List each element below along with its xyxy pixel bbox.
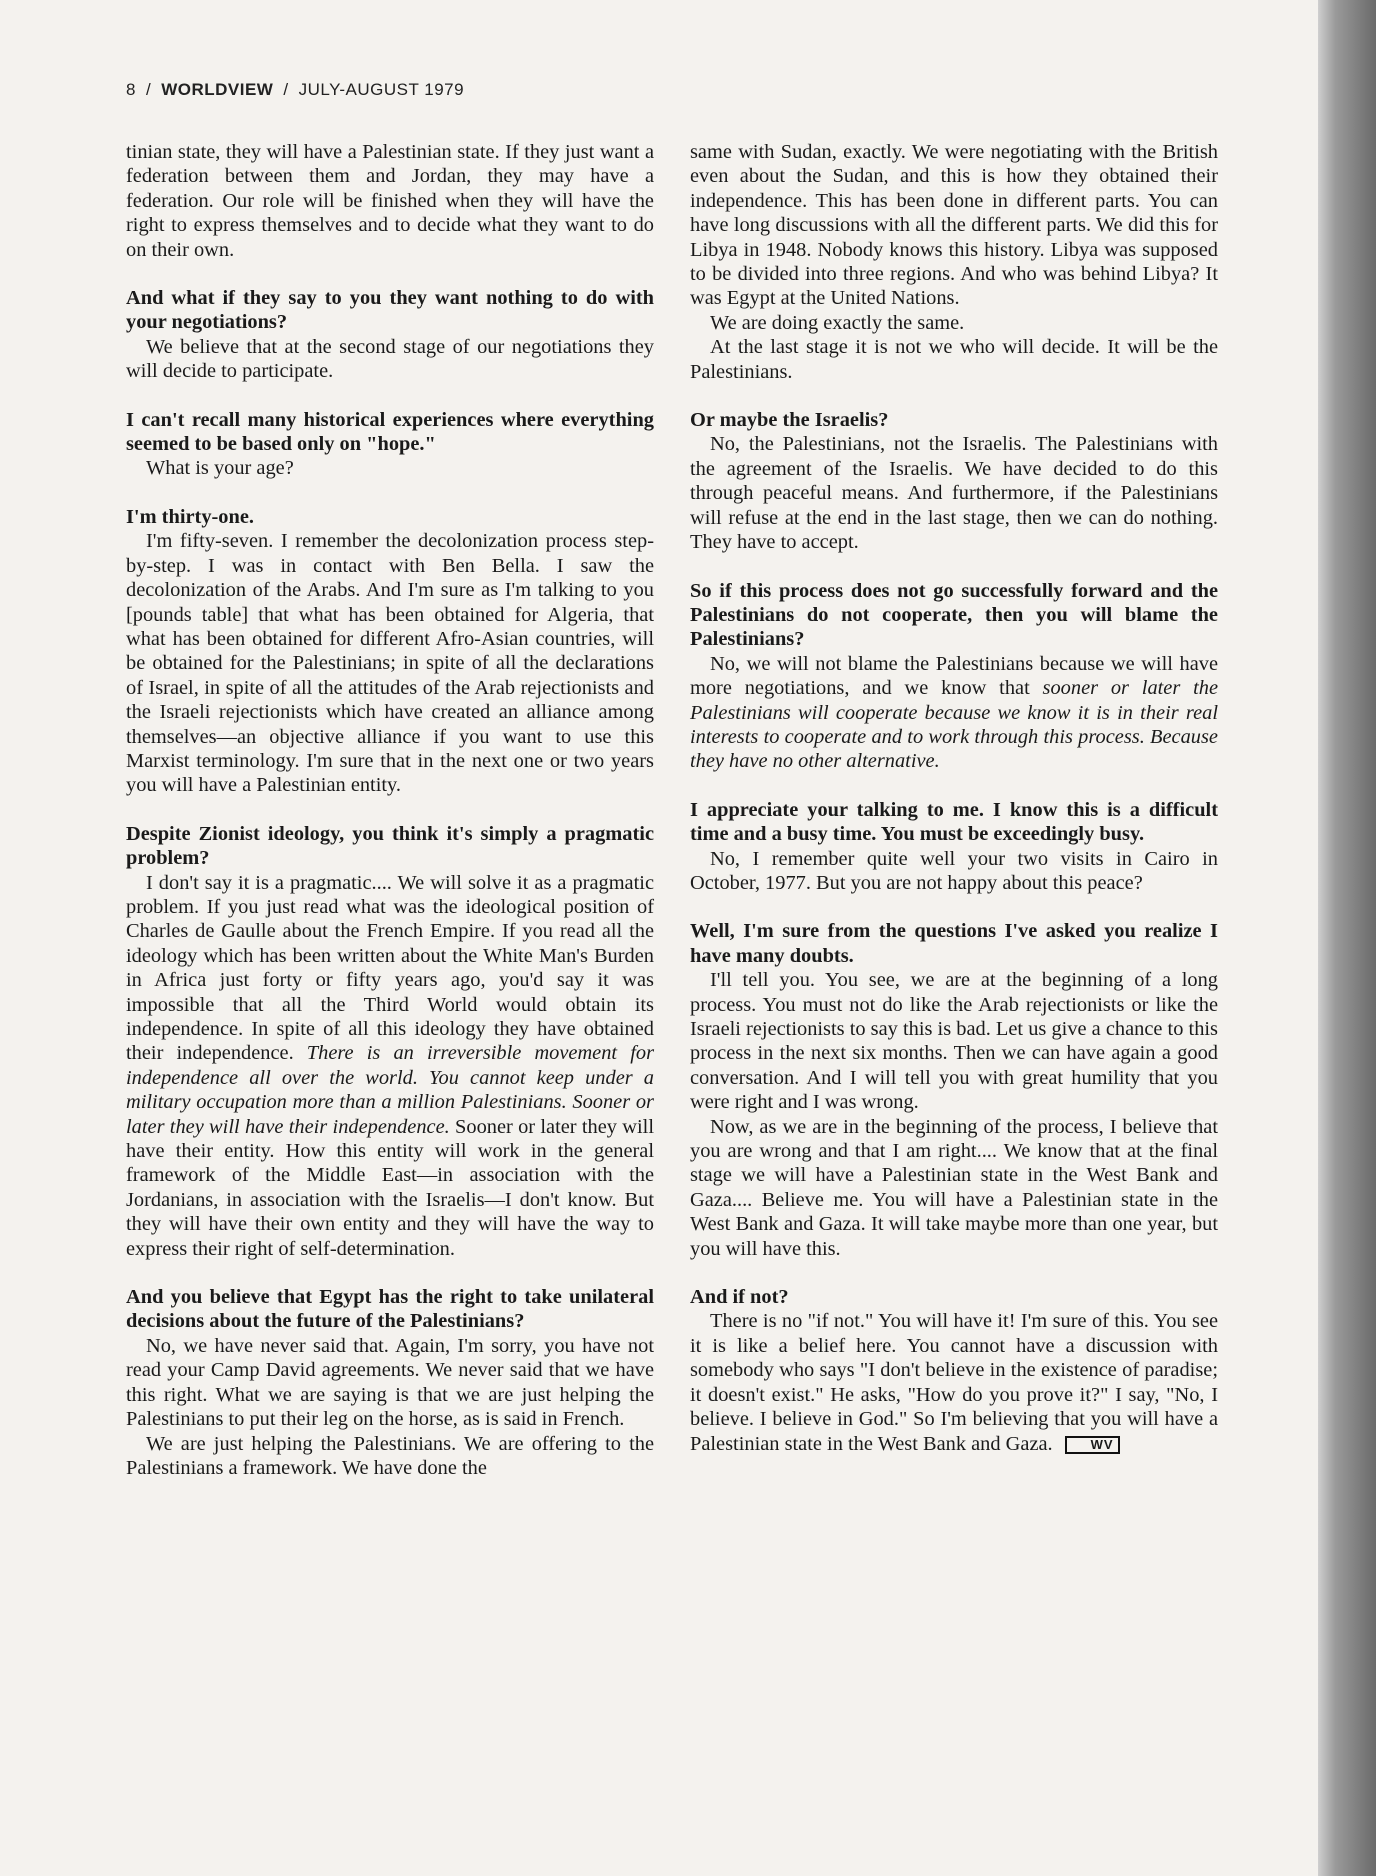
interview-answer: At the last stage it is not we who will decide. It will be the Palestinians. bbox=[690, 336, 1218, 383]
interview-answer: I'll tell you. You see, we are at the beginning of a long process. You must not do like the Arab rejectionists or like the Israeli rejectionists to say this is bad. Let us give a chance to this process in the next six months. Then we can have again a good conversation. And I will tell you with great humility that you were right and I was wrong. bbox=[690, 969, 1218, 1114]
end-mark-logo: WV bbox=[1065, 1436, 1120, 1454]
interview-answer: We believe that at the second stage of our negotiations they will decide to participate. bbox=[126, 335, 654, 383]
left-column bbox=[126, 140, 654, 1480]
interview-question: Despite Zionist ideology, you think it's simply a pragmatic problem? bbox=[126, 822, 654, 870]
interview-answer: We are doing exactly the same. bbox=[710, 311, 965, 334]
interview-question: And you believe that Egypt has the right to take unilateral decisions about the future of the Palestinians? bbox=[126, 1286, 654, 1333]
interview-answer: No, we have never said that. Again, I'm sorry, you have not read your Camp David agreements. We never said that we have this right. What we are saying is that we are just helping the Palestinians to put their leg on the horse, as is said in French. bbox=[126, 1334, 654, 1431]
page-number: 8 bbox=[126, 80, 136, 99]
interview-question: Well, I'm sure from the questions I've asked you realize I have many doubts. bbox=[690, 920, 1218, 967]
interview-answer: tinian state, they will have a Palestinian state. If they just want a federation between them and Jordan, they may have a federation. Our role will be finished when they will have the right to express themselves and to decide what they want to do on their own. bbox=[126, 141, 654, 261]
interview-answer: No, I remember quite well your two visits in Cairo in October, 1977. But you are not happy about this peace? bbox=[690, 847, 1218, 894]
interview-question: And what if they say to you they want nothing to do with your negotiations? bbox=[126, 287, 654, 334]
right-column bbox=[690, 140, 1218, 1456]
interview-answer: No, the Palestinians, not the Israelis. The Palestinians with the agreement of the Israelis. We have decided to do this through peaceful means. And furthermore, if the Palestinians will refuse at the end in the last stage, then we can do nothing. They have to accept. bbox=[690, 433, 1218, 554]
answer-text: There is no "if not." You will have it! I'm sure of this. You see it is like a belief here. You cannot have a discussion with somebody who says "I don't believe in the existence of paradise; it doesn't exist." He asks, "How do you prove it?" I say, "No, I believe. I believe in God." So I'm believing that you will have a Palestinian state in the West Bank and Gaza. bbox=[690, 1310, 1218, 1455]
interview-question: I can't recall many historical experiences where everything seemed to be based only on "hope." bbox=[126, 408, 654, 456]
running-header: 8 / WORLDVIEW / JULY-AUGUST 1979 bbox=[126, 80, 465, 99]
answer-text: Sooner or later they will have their entity. How this entity will work in the general framework of the Middle East—in association with the Jordanians, in association with the Israelis—I don't know. But they will have their own entity and they will have the way to express their right of self-determination. bbox=[126, 1115, 654, 1260]
issue-date: JULY-AUGUST 1979 bbox=[298, 80, 465, 99]
answer-text: I don't say it is a pragmatic.... We will solve it as a pragmatic problem. If you just read what was the ideological position of Charles de Gaulle about the French Empire. If you read all the ideology which has been written about the White Man's Burden in Africa just forty or fifty years ago, you'd say it was impossible that all the Third World would obtain its independence. In spite of all this ideology they have obtained their independence. bbox=[126, 871, 654, 1065]
interview-answer: Now, as we are in the beginning of the process, I believe that you are wrong and that I am right.... We know that at the final stage we will have a Palestinian state in the West Bank and Gaza.... Believe me. You will have a Palestinian state in the West Bank and Gaza. It will take maybe more than one year, but you will have this. bbox=[690, 1115, 1218, 1260]
page-edge-shadow bbox=[1318, 0, 1376, 1876]
interview-answer: I'm fifty-seven. I remember the decolonization process step-by-step. I was in contact with Ben Bella. I saw the decolonization of the Arabs. And I'm sure as I'm talking to you [pounds table] that what has been obtained for Algeria, that what has been obtained for different Afro-Asian countries, will be obtained for the Palestinians; in spite of all the declarations of Israel, in spite of all the attitudes of the Arab rejectionists and the Israeli rejectionists which have created an alliance among themselves—an objective alliance if you want to use this Marxist terminology. I'm sure that in the next one or two years you will have a Palestinian entity. bbox=[126, 530, 654, 797]
magazine-title: WORLDVIEW bbox=[161, 80, 274, 99]
interview-answer bbox=[126, 871, 654, 1262]
emphasized-text: sooner or later the Palestinians will cooperate because we know it is in their real interests to cooperate and to work through this process. Because they have no other alternative. bbox=[690, 677, 1218, 773]
interview-answer: What is your age? bbox=[146, 457, 294, 480]
interview-answer bbox=[690, 652, 1218, 774]
interview-answer: We are just helping the Palestinians. We are offering to the Palestinians a framework. We have done the bbox=[126, 1432, 654, 1479]
emphasized-text: There is an irreversible movement for independence all over the world. You cannot keep under a military occupation more than a million Palestinians. Sooner or later they will have their independence. bbox=[126, 1042, 655, 1138]
continued-answer: same with Sudan, exactly. We were negotiating with the British even about the Sudan, and this is how they obtained their independence. This has been done in different parts. You can have long discussions with all the different parts. We did this for Libya in 1948. Nobody knows this history. Libya was supposed to be divided into three regions. And who was behind Libya? It was Egypt at the United Nations. bbox=[690, 141, 1218, 310]
answer-text: No, we will not blame the Palestinians because we will have more negotiations, and we know that bbox=[690, 652, 1218, 700]
interview-question: I appreciate your talking to me. I know this is a difficult time and a busy time. You must be exceedingly busy. bbox=[690, 798, 1218, 846]
interview-answer bbox=[690, 1309, 1218, 1455]
interview-question: So if this process does not go successfully forward and the Palestinians do not cooperate, then you will blame the Palestinians? bbox=[690, 579, 1218, 651]
interview-question: I'm thirty-one. bbox=[126, 505, 254, 528]
interview-question: Or maybe the Israelis? bbox=[690, 409, 889, 432]
interview-question: And if not? bbox=[690, 1286, 789, 1309]
